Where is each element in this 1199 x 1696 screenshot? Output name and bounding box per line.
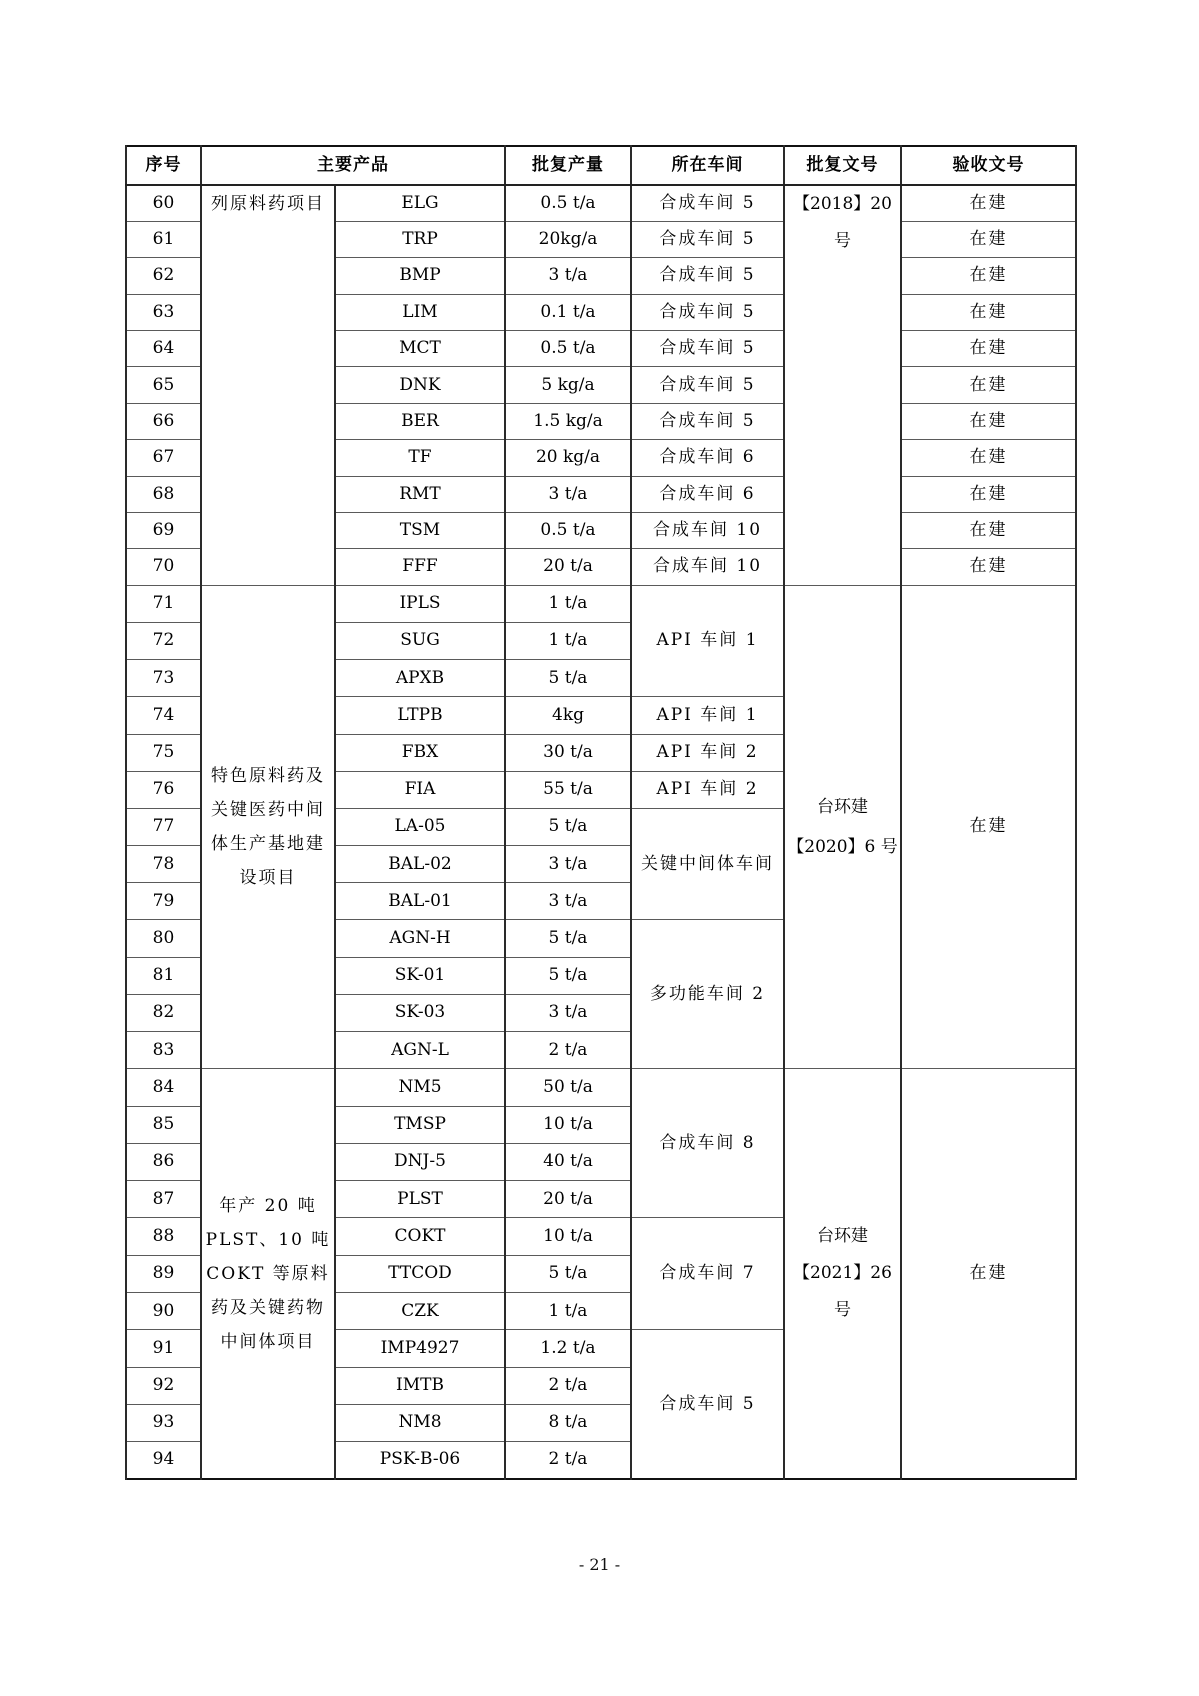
cell-workshop: 合成车间 5 <box>631 1330 784 1479</box>
cell-product: AGN-H <box>335 920 505 957</box>
cell-workshop: 多功能车间 2 <box>631 920 784 1069</box>
cell-product: SUG <box>335 622 505 659</box>
cell-product: FBX <box>335 734 505 771</box>
cell-acceptance-doc: 在建 <box>901 403 1076 439</box>
cell-workshop: 合成车间 5 <box>631 294 784 330</box>
cell-product: SK-01 <box>335 957 505 994</box>
cell-output: 2 t/a <box>505 1367 631 1404</box>
cell-acceptance-doc: 在建 <box>901 440 1076 476</box>
cell-seq: 88 <box>126 1218 201 1255</box>
cell-product: APXB <box>335 660 505 697</box>
cell-workshop: 合成车间 5 <box>631 221 784 257</box>
cell-acceptance-doc: 在建 <box>901 185 1076 221</box>
table-row <box>126 1069 1076 1106</box>
cell-seq: 81 <box>126 957 201 994</box>
cell-product: NM8 <box>335 1404 505 1441</box>
cell-product: CZK <box>335 1293 505 1330</box>
cell-output: 8 t/a <box>505 1404 631 1441</box>
cell-output: 20 t/a <box>505 1181 631 1218</box>
project-line: 体生产基地建 <box>211 834 325 855</box>
project-line: PLST、10 吨 <box>205 1229 331 1250</box>
cell-workshop: 合成车间 5 <box>631 331 784 367</box>
cell-acceptance-doc: 在建 <box>901 513 1076 549</box>
cell-product: LIM <box>335 294 505 330</box>
cell-acceptance-doc: 在建 <box>901 258 1076 294</box>
cell-output: 1 t/a <box>505 585 631 622</box>
approval-line: 【2020】6 号 <box>787 837 898 858</box>
cell-product: AGN-L <box>335 1032 505 1069</box>
project-line: 中间体项目 <box>220 1331 316 1352</box>
cell-output: 5 t/a <box>505 660 631 697</box>
cell-output: 3 t/a <box>505 258 631 294</box>
section-1 <box>126 185 1076 585</box>
page-number: - 21 - <box>578 1555 621 1574</box>
project-line: 设项目 <box>239 868 297 889</box>
cell-product: ELG <box>335 185 505 221</box>
cell-acceptance-doc: 在建 <box>901 294 1076 330</box>
cell-product: BER <box>335 403 505 439</box>
cell-acceptance-doc: 在建 <box>901 1069 1076 1479</box>
header-approved-output: 批复产量 <box>505 146 631 185</box>
table-row <box>126 585 1076 622</box>
cell-seq: 73 <box>126 660 201 697</box>
cell-seq: 67 <box>126 440 201 476</box>
cell-seq: 84 <box>126 1069 201 1106</box>
cell-acceptance-doc: 在建 <box>901 221 1076 257</box>
cell-workshop: 合成车间 7 <box>631 1218 784 1330</box>
cell-output: 1.2 t/a <box>505 1330 631 1367</box>
project-line: 列原料药项目 <box>211 194 325 214</box>
cell-product: TRP <box>335 221 505 257</box>
cell-output: 1 t/a <box>505 622 631 659</box>
cell-output: 1.5 kg/a <box>505 403 631 439</box>
cell-product: PSK-B-06 <box>335 1442 505 1479</box>
cell-workshop: API 车间 1 <box>631 585 784 697</box>
cell-seq: 66 <box>126 403 201 439</box>
cell-acceptance-doc: 在建 <box>901 585 1076 1068</box>
project-line: 年产 20 吨 <box>219 1195 317 1216</box>
cell-output: 40 t/a <box>505 1143 631 1180</box>
cell-workshop: 合成车间 5 <box>631 403 784 439</box>
cell-product: TMSP <box>335 1106 505 1143</box>
project-line: COKT 等原料 <box>206 1263 330 1284</box>
cell-seq: 71 <box>126 585 201 622</box>
cell-seq: 89 <box>126 1255 201 1292</box>
approval-line: 【2021】26 <box>793 1263 892 1284</box>
cell-seq: 83 <box>126 1032 201 1069</box>
cell-output: 5 t/a <box>505 808 631 845</box>
cell-acceptance-doc: 在建 <box>901 367 1076 403</box>
cell-product: COKT <box>335 1218 505 1255</box>
cell-product: IMP4927 <box>335 1330 505 1367</box>
cell-output: 5 kg/a <box>505 367 631 403</box>
cell-seq: 70 <box>126 549 201 585</box>
cell-output: 50 t/a <box>505 1069 631 1106</box>
approval-line: 台环建 <box>817 1226 868 1247</box>
cell-product: DNJ-5 <box>335 1143 505 1180</box>
cell-product: FFF <box>335 549 505 585</box>
cell-workshop: 合成车间 8 <box>631 1069 784 1218</box>
section-2 <box>126 585 1076 1068</box>
cell-approval-doc <box>784 585 901 1068</box>
cell-acceptance-doc: 在建 <box>901 331 1076 367</box>
cell-seq: 74 <box>126 697 201 734</box>
cell-seq: 82 <box>126 994 201 1031</box>
cell-output: 1 t/a <box>505 1293 631 1330</box>
approval-line: 台环建 <box>817 797 868 818</box>
cell-acceptance-doc: 在建 <box>901 476 1076 512</box>
cell-seq: 91 <box>126 1330 201 1367</box>
cell-output: 5 t/a <box>505 1255 631 1292</box>
approval-line: 【2018】20 <box>793 194 892 214</box>
cell-product: BAL-02 <box>335 846 505 883</box>
cell-workshop: 合成车间 10 <box>631 549 784 585</box>
cell-workshop: 关键中间体车间 <box>631 808 784 920</box>
cell-product: MCT <box>335 331 505 367</box>
cell-output: 3 t/a <box>505 994 631 1031</box>
cell-product: SK-03 <box>335 994 505 1031</box>
header-row <box>126 146 1076 185</box>
project-line: 特色原料药及 <box>211 766 325 787</box>
cell-seq: 65 <box>126 367 201 403</box>
cell-seq: 80 <box>126 920 201 957</box>
cell-output: 0.5 t/a <box>505 185 631 221</box>
cell-product: IPLS <box>335 585 505 622</box>
approval-line: 号 <box>834 1300 851 1321</box>
cell-workshop: API 车间 2 <box>631 734 784 771</box>
cell-output: 2 t/a <box>505 1032 631 1069</box>
cell-seq: 94 <box>126 1442 201 1479</box>
cell-output: 3 t/a <box>505 476 631 512</box>
cell-output: 0.1 t/a <box>505 294 631 330</box>
cell-output: 10 t/a <box>505 1218 631 1255</box>
cell-workshop: 合成车间 6 <box>631 476 784 512</box>
header-seq: 序号 <box>126 146 201 185</box>
cell-seq: 92 <box>126 1367 201 1404</box>
table-row <box>126 185 1076 221</box>
section-3 <box>126 1069 1076 1479</box>
cell-product: RMT <box>335 476 505 512</box>
cell-product: TSM <box>335 513 505 549</box>
cell-product: LA-05 <box>335 808 505 845</box>
header-approval-doc: 批复文号 <box>784 146 901 185</box>
approval-line: 号 <box>834 231 851 251</box>
cell-output: 5 t/a <box>505 957 631 994</box>
header-acceptance-doc: 验收文号 <box>901 146 1076 185</box>
cell-workshop: API 车间 2 <box>631 771 784 808</box>
cell-seq: 79 <box>126 883 201 920</box>
cell-acceptance-doc: 在建 <box>901 549 1076 585</box>
cell-output: 10 t/a <box>505 1106 631 1143</box>
cell-product: NM5 <box>335 1069 505 1106</box>
cell-output: 0.5 t/a <box>505 331 631 367</box>
cell-seq: 63 <box>126 294 201 330</box>
cell-output: 30 t/a <box>505 734 631 771</box>
cell-seq: 69 <box>126 513 201 549</box>
cell-workshop: 合成车间 10 <box>631 513 784 549</box>
cell-seq: 93 <box>126 1404 201 1441</box>
cell-output: 55 t/a <box>505 771 631 808</box>
cell-seq: 78 <box>126 846 201 883</box>
cell-project <box>201 185 335 585</box>
cell-product: PLST <box>335 1181 505 1218</box>
cell-product: DNK <box>335 367 505 403</box>
cell-seq: 77 <box>126 808 201 845</box>
cell-workshop: 合成车间 5 <box>631 258 784 294</box>
cell-output: 20 kg/a <box>505 440 631 476</box>
cell-workshop: 合成车间 6 <box>631 440 784 476</box>
cell-product: FIA <box>335 771 505 808</box>
cell-project <box>201 585 335 1068</box>
table-header <box>126 146 1076 185</box>
cell-seq: 87 <box>126 1181 201 1218</box>
cell-seq: 86 <box>126 1143 201 1180</box>
cell-product: TTCOD <box>335 1255 505 1292</box>
approved-products-table <box>125 145 1077 1480</box>
cell-workshop: 合成车间 5 <box>631 185 784 221</box>
cell-workshop: 合成车间 5 <box>631 367 784 403</box>
cell-seq: 72 <box>126 622 201 659</box>
cell-workshop: API 车间 1 <box>631 697 784 734</box>
cell-seq: 75 <box>126 734 201 771</box>
cell-product: LTPB <box>335 697 505 734</box>
cell-approval-doc <box>784 185 901 585</box>
header-main-product: 主要产品 <box>201 146 505 185</box>
project-line: 药及关键药物 <box>211 1297 325 1318</box>
cell-approval-doc <box>784 1069 901 1479</box>
cell-seq: 76 <box>126 771 201 808</box>
cell-seq: 68 <box>126 476 201 512</box>
cell-output: 20 t/a <box>505 549 631 585</box>
cell-seq: 61 <box>126 221 201 257</box>
project-line: 关键医药中间 <box>211 800 325 821</box>
cell-seq: 60 <box>126 185 201 221</box>
cell-output: 0.5 t/a <box>505 513 631 549</box>
cell-output: 3 t/a <box>505 846 631 883</box>
cell-output: 20kg/a <box>505 221 631 257</box>
cell-product: IMTB <box>335 1367 505 1404</box>
cell-product: BMP <box>335 258 505 294</box>
cell-output: 3 t/a <box>505 883 631 920</box>
cell-product: TF <box>335 440 505 476</box>
cell-output: 4kg <box>505 697 631 734</box>
header-workshop: 所在车间 <box>631 146 784 185</box>
cell-seq: 90 <box>126 1293 201 1330</box>
cell-project <box>201 1069 335 1479</box>
cell-output: 2 t/a <box>505 1442 631 1479</box>
cell-seq: 64 <box>126 331 201 367</box>
cell-seq: 62 <box>126 258 201 294</box>
cell-product: BAL-01 <box>335 883 505 920</box>
cell-seq: 85 <box>126 1106 201 1143</box>
cell-output: 5 t/a <box>505 920 631 957</box>
